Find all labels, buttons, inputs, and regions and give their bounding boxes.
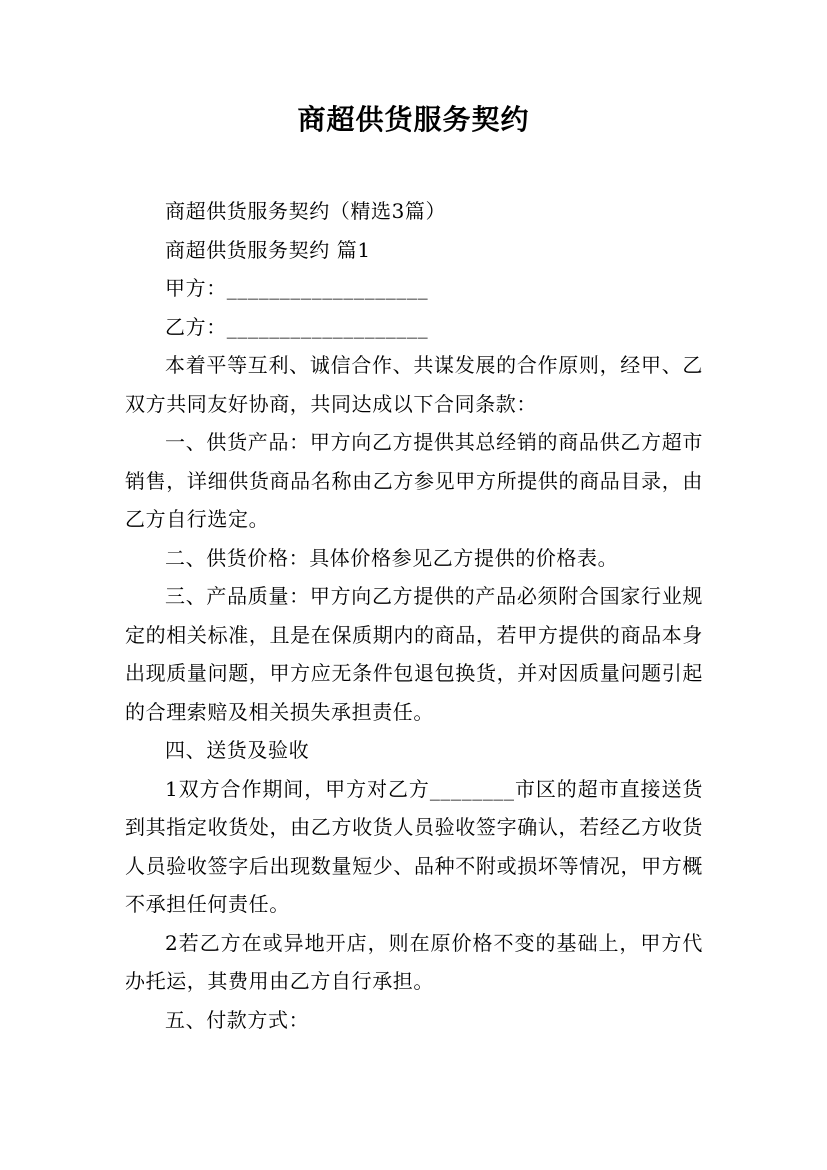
paragraph-part-heading: 商超供货服务契约 篇1 [165, 237, 371, 262]
clause-supply-products: 一、供货产品：甲方向乙方提供其总经销的商品供乙方超市销售，详细供货商品名称由乙方参见甲方所提供的商品目录，由乙方自行选定。 [125, 430, 703, 531]
document-title: 商超供货服务契约 [297, 103, 530, 136]
clause-supply-price: 二、供货价格：具体价格参见乙方提供的价格表。 [165, 545, 619, 570]
party-a-line: 甲方：___________________ [165, 276, 429, 300]
clause-delivery-heading: 四、送货及验收 [165, 738, 310, 762]
paragraph-preamble: 本着平等互利、诚信合作、共谋发展的合作原则，经甲、乙双方共同友好协商，共同达成以下合同条款： [125, 353, 703, 416]
paragraph-subtitle: 商超供货服务契约（精选3篇） [165, 199, 447, 223]
clause-payment-heading: 五、付款方式： [165, 1007, 310, 1032]
document-body [125, 192, 703, 1039]
clause-product-quality: 三、产品质量：甲方向乙方提供的产品必须附合国家行业规定的相关标准，且是在保质期内的商品，若甲方提供的商品本身出现质量问题，甲方应无条件包退包换货，并对因质量问题引起的合理索赔及相关损失承担责任。 [125, 584, 703, 724]
party-b-line: 乙方：___________________ [165, 314, 429, 339]
clause-delivery-item-2: 2若乙方在或异地开店，则在原价格不变的基础上，甲方代办托运，其费用由乙方自行承担。 [125, 930, 703, 993]
clause-delivery-item-1: 1双方合作期间，甲方对乙方________市区的超市直接送货到其指定收货处，由乙方收货人员验收签字确认，若经乙方收货人员验收签字后出现数量短少、品种不附或损坏等情况，甲方概不承担任何责任。 [125, 776, 703, 916]
